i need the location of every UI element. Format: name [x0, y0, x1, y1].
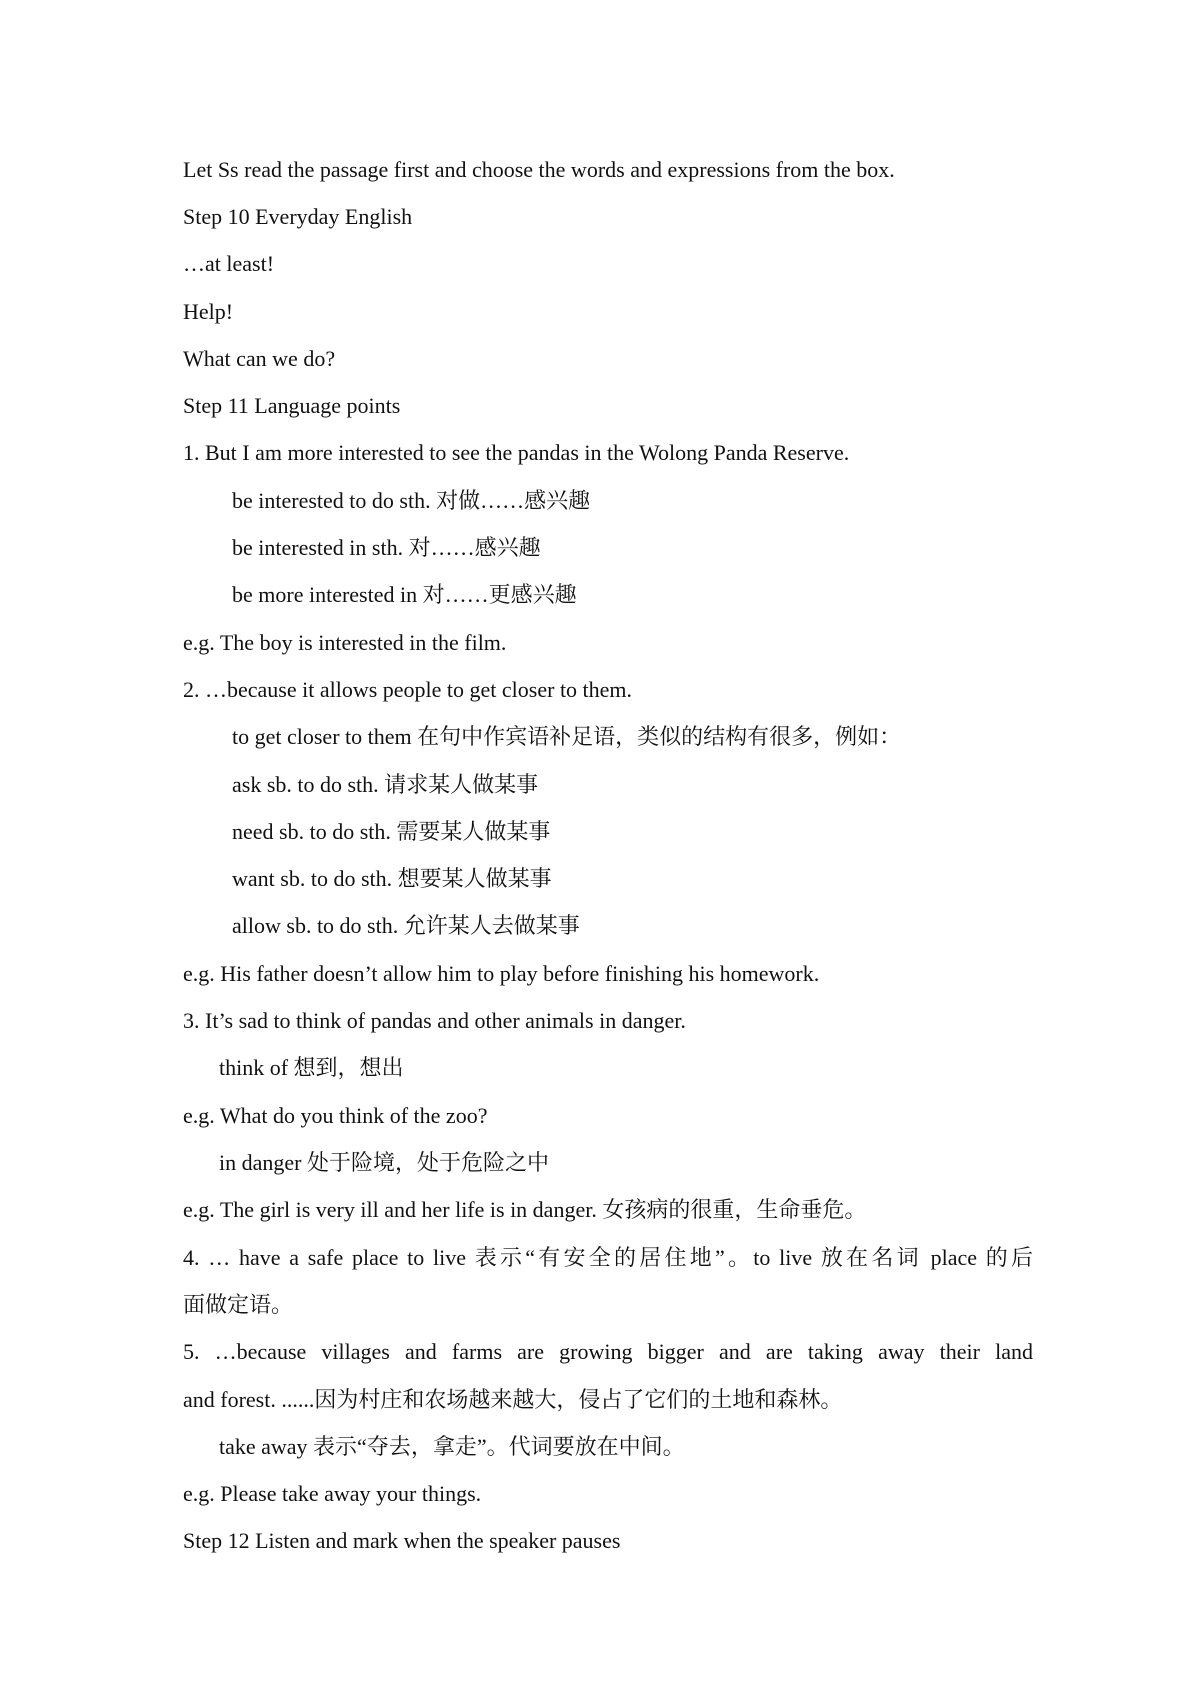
point-3-sentence: 3. It’s sad to think of pandas and other animals in danger.: [183, 1008, 686, 1033]
instruction-line: Let Ss read the passage first and choose the words and expressions from the box.: [183, 157, 895, 182]
point-3-usage-1: think of 想到，想出: [219, 1055, 404, 1080]
point-4-continuation: 面做定语。: [183, 1292, 294, 1317]
step-11-heading: Step 11 Language points: [183, 393, 401, 418]
point-2-usage-4: allow sb. to do sth. 允许某人去做某事: [232, 913, 580, 938]
step-10-heading: Step 10 Everyday English: [183, 204, 413, 229]
point-3-example-2: e.g. The girl is very ill and her life is in danger. 女孩病的很重，生命垂危。: [183, 1197, 867, 1222]
point-2-example: e.g. His father doesn’t allow him to play before finishing his homework.: [183, 961, 820, 986]
point-1-sentence: 1. But I am more interested to see the pandas in the Wolong Panda Reserve.: [183, 440, 850, 465]
phrase-help: Help!: [183, 299, 234, 324]
phrase-what-can-we-do: What can we do?: [183, 346, 336, 371]
point-1-usage-3: be more interested in 对……更感兴趣: [232, 582, 577, 607]
point-2-usage-3: want sb. to do sth. 想要某人做某事: [232, 866, 552, 891]
point-1-usage-2: be interested in sth. 对……感兴趣: [232, 535, 541, 560]
step-12-heading: Step 12 Listen and mark when the speaker pauses: [183, 1528, 621, 1553]
point-1-usage-1: be interested to do sth. 对做……感兴趣: [232, 488, 591, 513]
point-5-usage: take away 表示“夺去，拿走”。代词要放在中间。: [219, 1434, 685, 1459]
point-2-usage-1: ask sb. to do sth. 请求某人做某事: [232, 772, 539, 797]
point-5-sentence: 5. …because villages and farms are growing bigger and are taking away their land: [183, 1339, 1033, 1364]
phrase-at-least: …at least!: [183, 251, 275, 276]
point-2-explanation: to get closer to them 在句中作宾语补足语，类似的结构有很多，例如：: [232, 724, 902, 749]
point-5-example: e.g. Please take away your things.: [183, 1481, 482, 1506]
point-3-example-1: e.g. What do you think of the zoo?: [183, 1103, 488, 1128]
point-4-sentence: 4. … have a safe place to live 表示“有安全的居住地”。to live 放在名词 place 的后: [183, 1245, 1033, 1270]
point-2-sentence: 2. …because it allows people to get closer to them.: [183, 677, 633, 702]
point-1-example: e.g. The boy is interested in the film.: [183, 630, 507, 655]
point-5-translation: and forest. ......因为村庄和农场越来越大，侵占了它们的土地和森林。: [183, 1387, 843, 1412]
point-3-usage-2: in danger 处于险境，处于危险之中: [219, 1150, 549, 1175]
point-2-usage-2: need sb. to do sth. 需要某人做某事: [232, 819, 551, 844]
